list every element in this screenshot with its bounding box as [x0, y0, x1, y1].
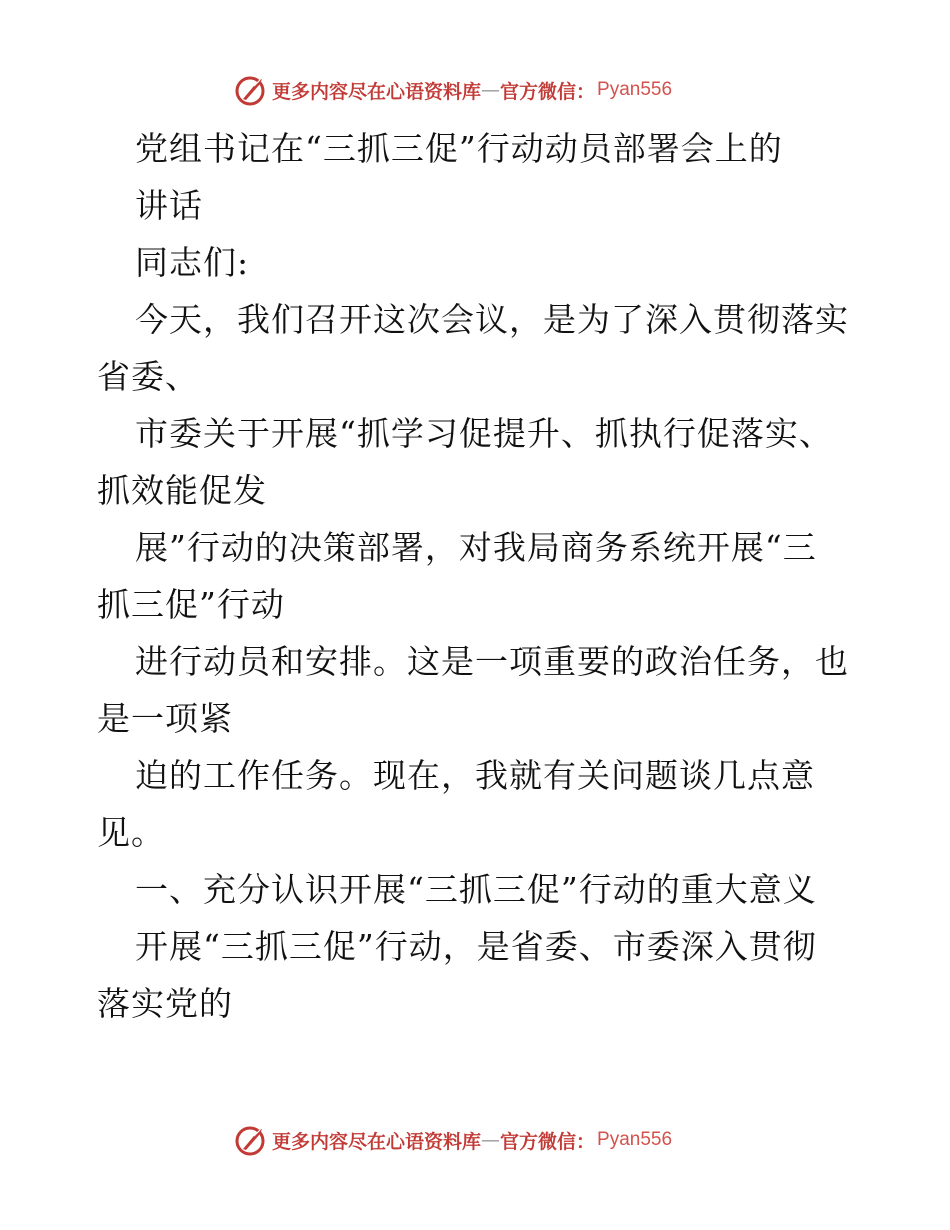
text-line: 见。: [97, 813, 165, 852]
text-line: 是一项紧: [97, 699, 233, 738]
text-line: 进行动员和安排。这是一项重要的政治任务，也: [135, 642, 849, 681]
text-line: 省委、: [97, 357, 199, 396]
title-line: 党组书记在“三抓三促”行动动员部署会上的: [135, 129, 783, 168]
document-body: [97, 120, 857, 1032]
watermark-dash: —: [481, 1129, 501, 1151]
watermark-dash: —: [481, 79, 501, 101]
quill-pen-logo-icon: [234, 73, 268, 107]
watermark-brand-text: 更多内容尽在心语资料库: [272, 80, 482, 103]
text-line: 迫的工作任务。现在，我就有关问题谈几点意: [135, 756, 815, 795]
header-watermark: [234, 72, 754, 108]
text-line: 今天，我们召开这次会议，是为了深入贯彻落实: [135, 300, 849, 339]
watermark-account-id: Pyan556: [597, 79, 673, 100]
quill-pen-logo-icon: [234, 1123, 268, 1157]
text-line: 落实党的: [97, 984, 233, 1023]
watermark-brand-text: 更多内容尽在心语资料库: [272, 1130, 482, 1153]
text-line: 抓效能促发: [97, 471, 267, 510]
text-line: 展”行动的决策部署，对我局商务系统开展“三: [135, 528, 817, 567]
watermark-account-id: Pyan556: [597, 1129, 673, 1150]
title-line: 讲话: [135, 186, 203, 225]
watermark-account-label: 官方微信：: [500, 1130, 596, 1153]
watermark-account-label: 官方微信：: [500, 80, 596, 103]
section-heading: 一、充分认识开展“三抓三促”行动的重大意义: [135, 870, 817, 909]
text-line: 开展“三抓三促”行动，是省委、市委深入贯彻: [135, 927, 817, 966]
footer-watermark: [234, 1122, 754, 1158]
salutation-line: 同志们:: [135, 243, 250, 282]
text-line: 市委关于开展“抓学习促提升、抓执行促落实、: [135, 414, 833, 453]
text-line: 抓三促”行动: [97, 585, 285, 624]
